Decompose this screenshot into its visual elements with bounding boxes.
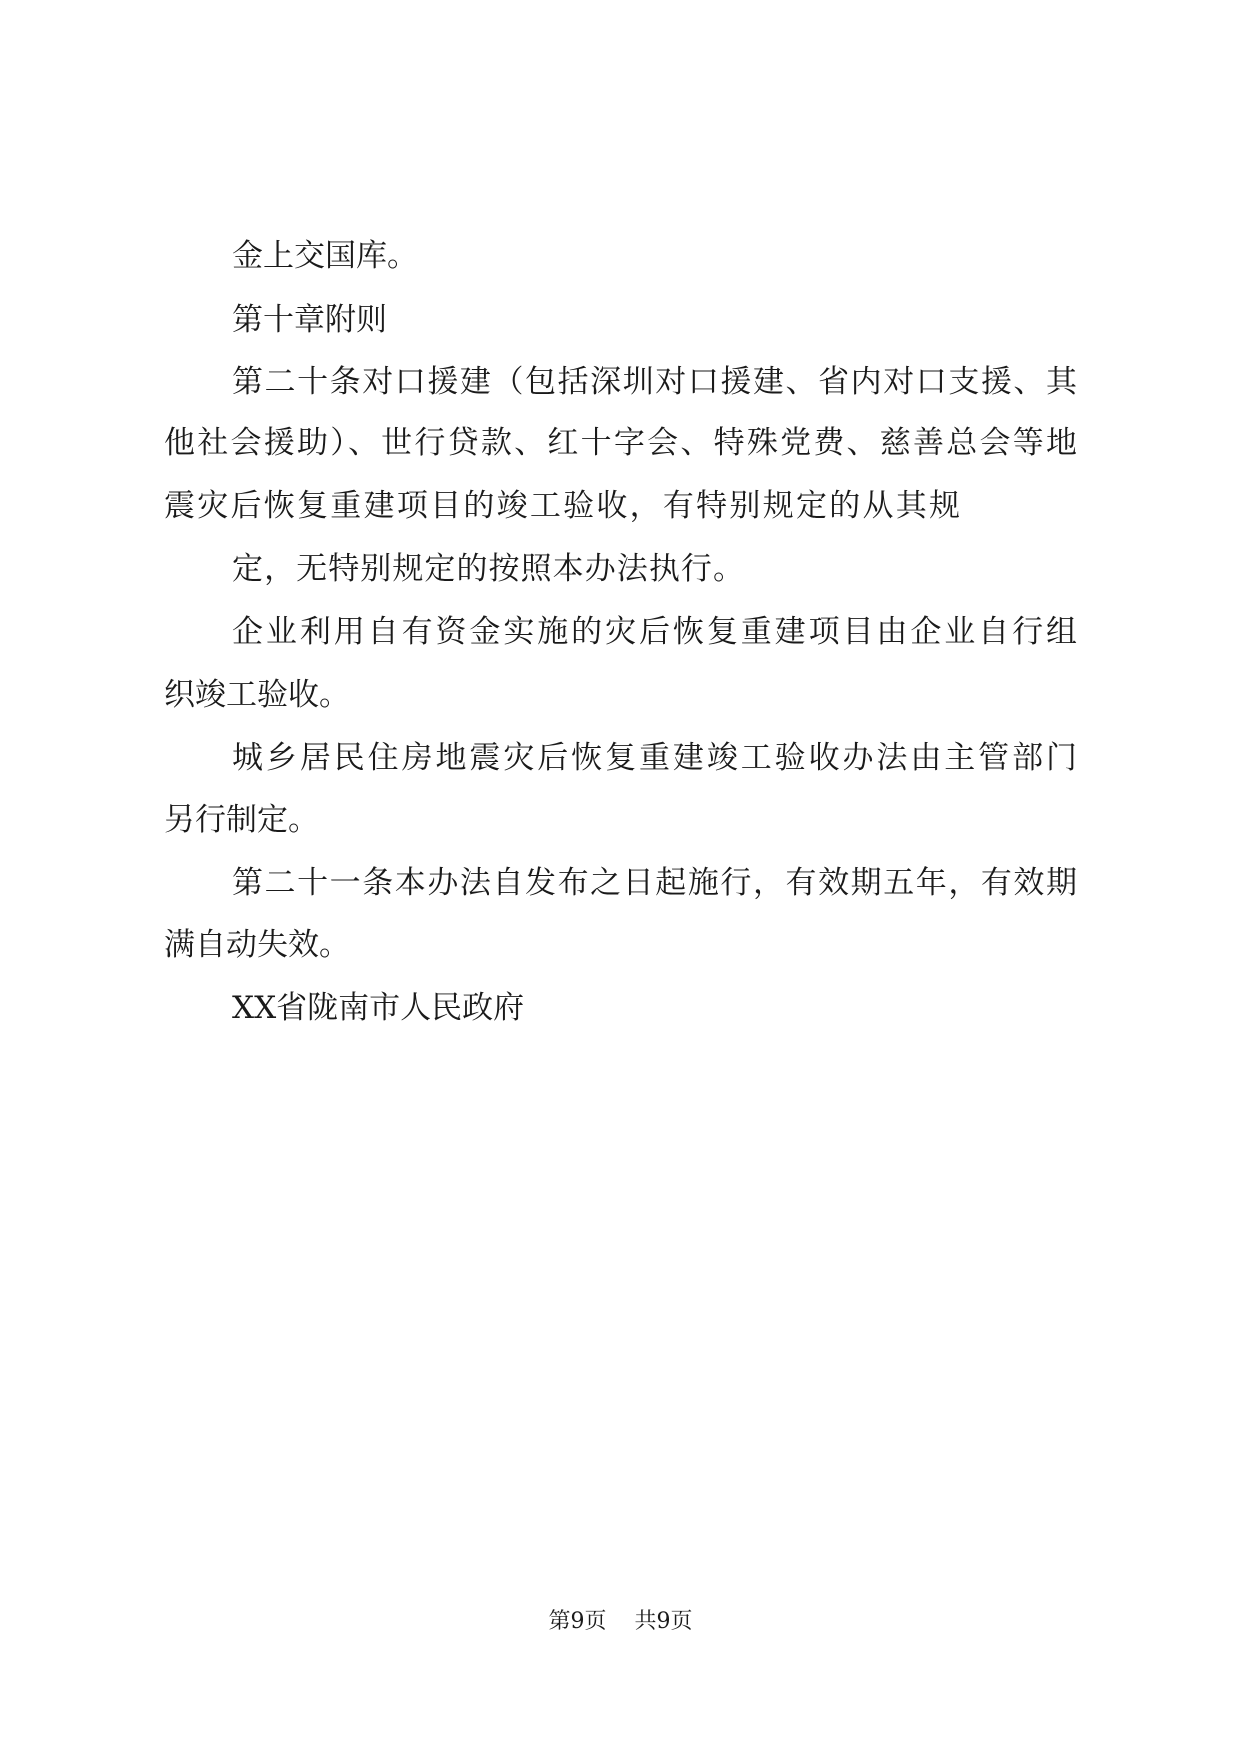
paragraph-line: 金上交国库。 xyxy=(232,238,418,274)
paragraph-line: 城乡居民住房地震灾后恢复重建竣工验收办法由主管部门 xyxy=(232,740,1077,776)
page-footer xyxy=(0,1607,1241,1637)
paragraph-line: 定，无特别规定的按照本办法执行。 xyxy=(232,551,744,587)
paragraph-line: 震灾后恢复重建项目的竣工验收，有特别规定的从其规 xyxy=(164,488,960,524)
paragraph-line: 企业利用自有资金实施的灾后恢复重建项目由企业自行组 xyxy=(232,614,1077,650)
paragraph-line: 他社会援助）、世行贷款、红十字会、特殊党费、慈善总会等地 xyxy=(164,425,1077,461)
paragraph-line: 满自动失效。 xyxy=(164,927,350,963)
paragraph-line: 织竣工验收。 xyxy=(164,677,350,713)
page-total: 共9页 xyxy=(634,1609,693,1634)
signature-line: XX省陇南市人民政府 xyxy=(232,990,525,1026)
paragraph-line: 另行制定。 xyxy=(164,802,319,838)
paragraph-line: 第二十条对口援建（包括深圳对口援建、省内对口支援、其 xyxy=(232,364,1077,400)
page-number: 第9页 xyxy=(548,1609,607,1634)
paragraph-line: 第二十一条本办法自发布之日起施行，有效期五年，有效期 xyxy=(232,865,1077,901)
chapter-heading: 第十章附则 xyxy=(232,302,387,338)
